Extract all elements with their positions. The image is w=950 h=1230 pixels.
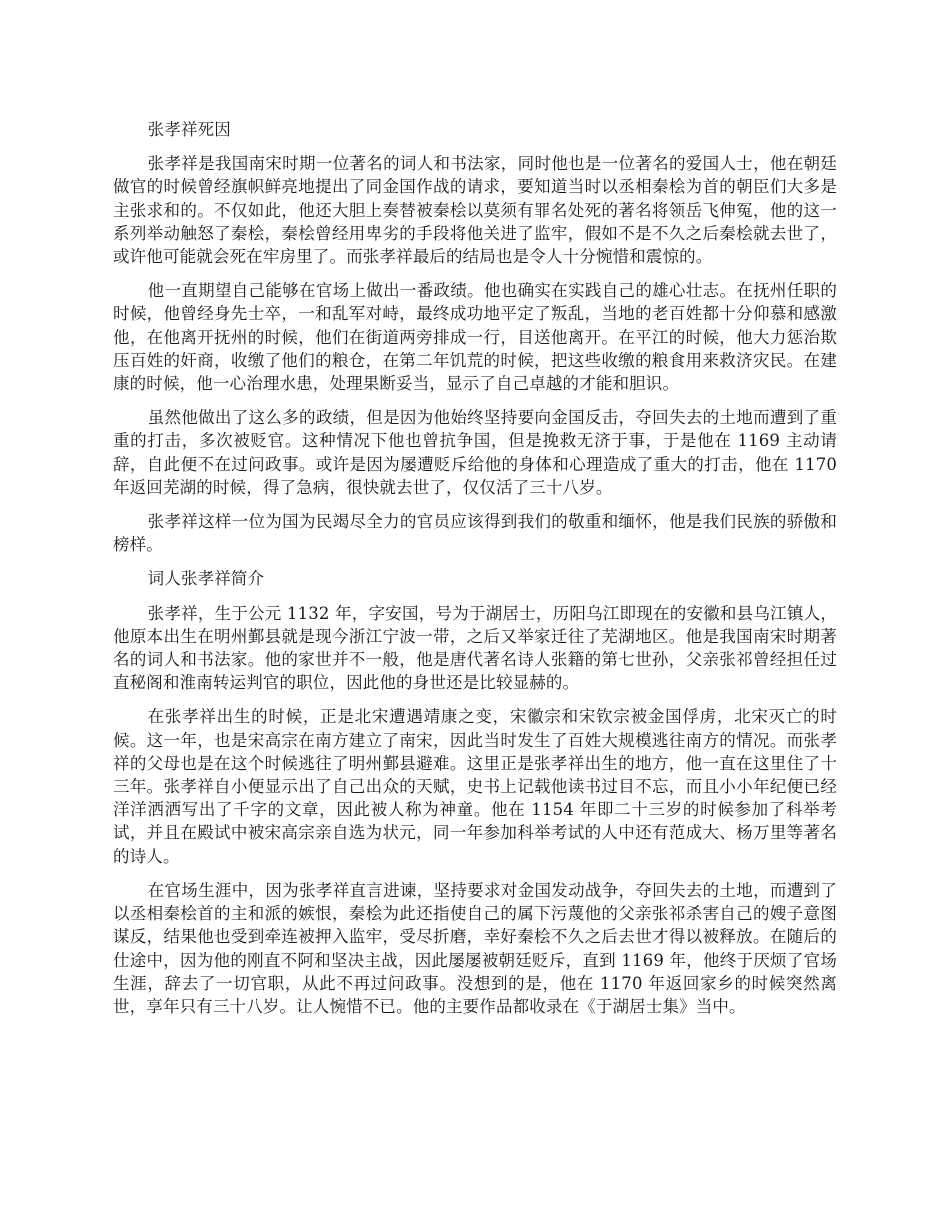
paragraph: 张孝祥，生于公元 1132 年，字安国，号为于湖居士，历阳乌江即现在的安徽和县乌江镇人，他原本出生在明州鄞县就是现今浙江宁波一带，之后又举家迁往了芜湖地区。他是我国南宋时期著名的词人和书法家。他的家世并不一般，他是唐代著名诗人张籍的第七世孙，父亲张祁曾经担任过直秘阁和淮南转运判官的职位，因此他的身世还是比较显赫的。 (113, 603, 837, 693)
paragraph: 张孝祥这样一位为国为民竭尽全力的官员应该得到我们的敬重和缅怀，他是我们民族的骄傲和榜样。 (113, 512, 837, 555)
section-title-biography: 词人张孝祥简介 (147, 569, 265, 589)
paragraph: 张孝祥是我国南宋时期一位著名的词人和书法家，同时他也是一位著名的爱国人士，他在朝廷做官的时候曾经旗帜鲜亮地提出了同金国作战的请求，要知道当时以丞相秦桧为首的朝臣们大多是主张求和的。不仅如此，他还大胆上奏替被秦桧以莫须有罪名处死的著名将领岳飞伸冤，他的这一系列举动触怒了秦桧，秦桧曾经用卑劣的手段将他关进了监牢，假如不是不久之后秦桧就去世了，或许他可能就会死在牢房里了。而张孝祥最后的结局也是令人十分惋惜和震惊的。 (113, 154, 837, 267)
paragraph: 在官场生涯中，因为张孝祥直言进谏，坚持要求对金国发动战争，夺回失去的土地，而遭到了以丞相秦桧首的主和派的嫉恨，秦桧为此还指使自己的属下污蔑他的父亲张祁杀害自己的嫂子意图谋反，结果他也受到牵连被押入监牢，受尽折磨，幸好秦桧不久之后去世才得以被释放。在随后的仕途中，因为他的刚直不阿和坚决主战，因此屡屡被朝廷贬斥，直到 1169 年，他终于厌烦了官场生涯，辞去了一切官职，从此不再过问政事。没想到的是，他在 1170 年返回家乡的时候突然离世，享年只有三十八岁。让人惋惜不已。他的主要作品都收录在《于湖居士集》当中。 (113, 880, 837, 1016)
section-title-death-cause: 张孝祥死因 (147, 120, 231, 139)
paragraph: 他一直期望自己能够在官场上做出一番政绩。他也确实在实践自己的雄心壮志。在抚州任职的时候，他曾经身先士卒，一和乱军对峙，最终成功地平定了叛乱，当地的老百姓都十分仰慕和感激他，在他离开抚州的时候，他们在街道两旁排成一行，目送他离开。在平江的时候，他大力惩治欺压百姓的奸商，收缴了他们的粮仓，在第二年饥荒的时候，把这些收缴的粮食用来救济灾民。在建康的时候，他一心治理水患，处理果断妥当，显示了自己卓越的才能和胆识。 (113, 281, 837, 394)
document-page (113, 118, 837, 1029)
paragraph: 虽然他做出了这么多的政绩，但是因为他始终坚持要向金国反击，夺回失去的土地而遭到了重重的打击，多次被贬官。这种情况下他也曾抗争国，但是挽救无济于事，于是他在 1169 主动请辞，自此便不在过问政事。或许是因为屡遭贬斥给他的身体和心理造成了重大的打击，他在 1170 年返回芜湖的时候，得了急病，很快就去世了，仅仅活了三十八岁。 (113, 408, 837, 497)
paragraph: 在张孝祥出生的时候，正是北宋遭遇靖康之变，宋徽宗和宋钦宗被金国俘虏，北宋灭亡的时候。这一年，也是宋高宗在南方建立了南宋，因此当时发生了百姓大规模逃往南方的情况。而张孝祥的父母也是在这个时候逃往了明州鄞县避难。这里正是张孝祥出生的地方，他一直在这里住了十三年。张孝祥自小便显示出了自己出众的天赋，史书上记载他读书过目不忘，而且小小年纪便已经洋洋洒洒写出了千字的文章，因此被人称为神童。他在 1154 年即二十三岁的时候参加了科举考试，并且在殿试中被宋高宗亲自选为状元，同一年参加科举考试的人中还有范成大、杨万里等著名的诗人。 (113, 707, 837, 866)
